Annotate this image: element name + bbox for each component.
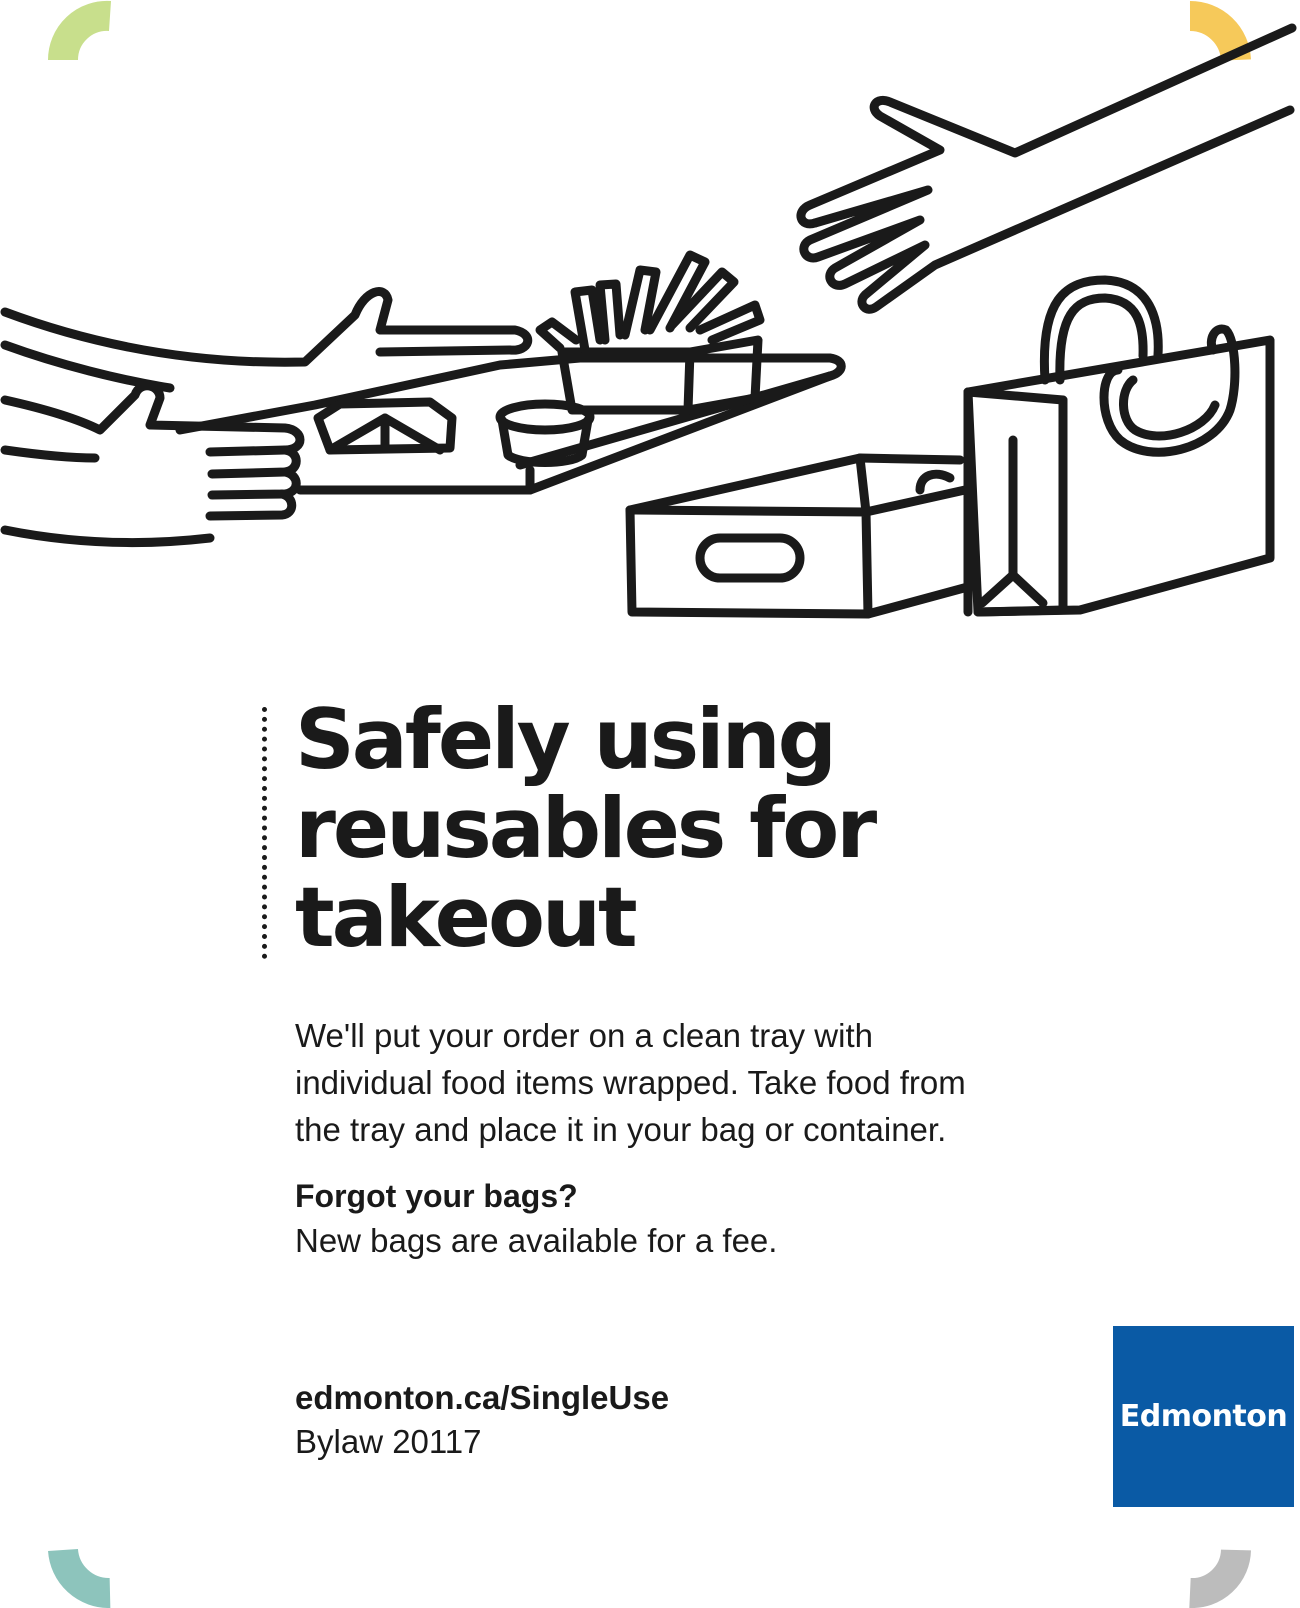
page-title [295, 691, 1015, 966]
title-line-1: Safely using [295, 691, 835, 788]
question-heading: Forgot your bags? [295, 1178, 578, 1214]
title-line-2: reusables for [295, 780, 875, 877]
hand-holding-tray-illustration [5, 386, 300, 543]
website-link[interactable]: edmonton.ca/SingleUse [295, 1379, 670, 1416]
dotted-divider [262, 707, 267, 959]
bylaw-reference: Bylaw 20117 [295, 1423, 482, 1460]
logo-wordmark: Edmonton [1119, 1399, 1288, 1434]
fries-illustration [540, 255, 760, 410]
takeout-illustration [0, 0, 1300, 660]
body-line-2: individual food items wrapped. Take food from [295, 1064, 966, 1101]
box-illustration [630, 458, 975, 614]
body-paragraph [295, 1012, 1075, 1153]
body-line-3: the tray and place it in your bag or container. [295, 1111, 947, 1148]
question-answer: New bags are available for a fee. [295, 1222, 778, 1259]
body-line-1: We'll put your order on a clean tray with [295, 1017, 873, 1054]
reaching-hand-illustration [801, 28, 1292, 309]
edmonton-logo [1113, 1326, 1294, 1507]
shopping-bag-illustration [968, 280, 1270, 612]
wrapped-food-illustration [318, 402, 452, 450]
title-line-3: takeout [295, 869, 635, 966]
